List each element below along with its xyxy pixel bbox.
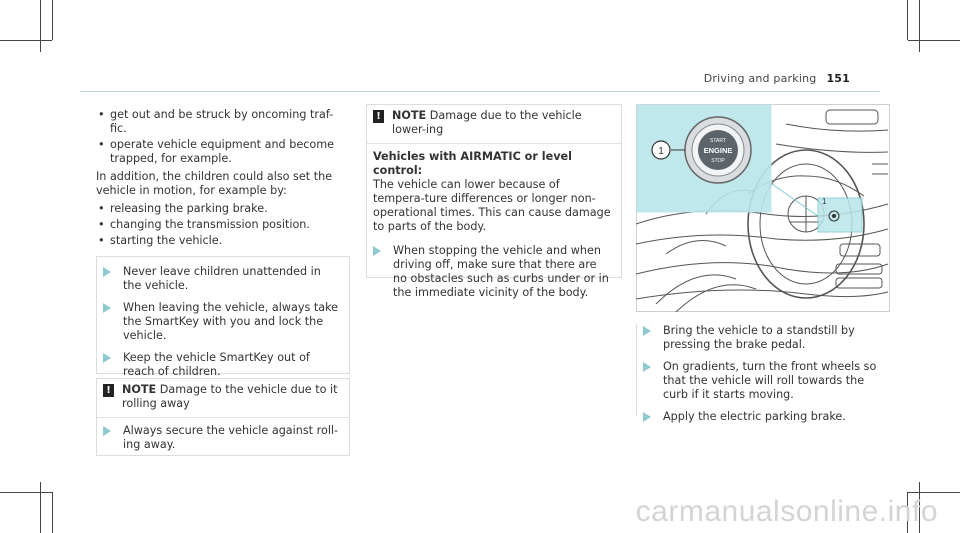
column-1: [96, 106, 348, 250]
crop-mark: [908, 40, 960, 41]
note-label: NOTE: [392, 109, 427, 122]
triangle-arrow-icon: [103, 267, 111, 277]
note-header: [373, 109, 613, 137]
list-item: • starting the vehicle.: [96, 234, 348, 248]
dashboard-illustration: [636, 104, 890, 312]
triangle-arrow-icon: [643, 412, 651, 422]
triangle-arrow-icon: [373, 246, 381, 256]
action-step: [97, 424, 341, 452]
stop-label: STOP: [711, 158, 725, 164]
warning-icon: !: [103, 384, 114, 397]
note-text: Damage due to the vehicle lower-ing: [392, 109, 582, 136]
crop-mark: [40, 482, 41, 533]
action-text: When leaving the vehicle, always take the SmartKey with you and lock the vehicle.: [123, 301, 339, 342]
action-text: Always secure the vehicle against roll-ing away.: [123, 424, 339, 451]
crop-mark: [52, 0, 53, 40]
page-number: 151: [826, 72, 850, 85]
crop-mark: [907, 0, 908, 40]
list-item: • operate vehicle equipment and become trapped, for example.: [96, 138, 348, 166]
triangle-arrow-icon: [103, 426, 111, 436]
action-step: [97, 301, 341, 343]
paragraph: In addition, the children could also set the vehicle in motion, for example by:: [96, 170, 333, 197]
triangle-arrow-icon: [103, 353, 111, 363]
triangle-arrow-icon: [643, 326, 651, 336]
warning-icon: !: [373, 110, 384, 123]
triangle-arrow-icon: [103, 303, 111, 313]
crop-mark: [52, 492, 53, 533]
action-panel: [96, 256, 350, 378]
action-text: When stopping the vehicle and when driving off, make sure that there are no obstacles such as curbs under or in the immediate vicinity of the body.: [393, 244, 609, 299]
note-label: NOTE: [122, 383, 157, 396]
list-item: • changing the transmission position.: [96, 218, 348, 232]
dashboard-drawing: [636, 104, 890, 312]
action-text: Bring the vehicle to a standstill by pressing the brake pedal.: [663, 324, 855, 351]
note-header: [103, 383, 341, 411]
action-step: [97, 265, 341, 293]
engine-label: ENGINE: [703, 146, 733, 155]
crop-mark: [0, 492, 52, 493]
running-header: [704, 72, 850, 85]
action-text: Keep the vehicle SmartKey out of reach of children.: [123, 351, 310, 378]
action-list: [636, 324, 891, 423]
header-rule: [80, 91, 880, 92]
crop-mark: [0, 40, 52, 41]
note-text: Damage to the vehicle due to it rolling away: [122, 383, 338, 410]
list-item: • get out and be struck by oncoming traf-fic.: [96, 108, 348, 136]
action-text: Never leave children unattended in the vehicle.: [123, 265, 321, 292]
action-text: On gradients, turn the front wheels so that the vehicle will roll towards the curb if it starts moving.: [663, 360, 877, 401]
action-step: [637, 410, 891, 424]
action-step: [637, 360, 891, 402]
section-title: Driving and parking: [703, 72, 817, 85]
action-step: [637, 324, 891, 352]
crop-mark: [919, 0, 920, 52]
crop-mark: [40, 0, 41, 52]
paragraph: The vehicle can lower because of tempera-ture differences or longer non-operational times. This can cause damage to parts of the body.: [373, 178, 611, 233]
watermark: carmanualsonline.info: [635, 495, 938, 528]
triangle-arrow-icon: [643, 362, 651, 372]
subheading: Vehicles with AIRMATIC or level control:: [373, 150, 572, 177]
note-panel: [366, 104, 622, 299]
note-panel: [96, 378, 350, 456]
action-step: [367, 244, 613, 300]
callout-label-small: 1: [822, 197, 827, 206]
list-item: • releasing the parking brake.: [96, 202, 348, 216]
callout-number: 1: [658, 146, 664, 157]
start-label: START: [710, 138, 726, 144]
action-text: Apply the electric parking brake.: [663, 410, 846, 423]
crop-mark: [908, 492, 960, 493]
action-step: [97, 351, 341, 379]
